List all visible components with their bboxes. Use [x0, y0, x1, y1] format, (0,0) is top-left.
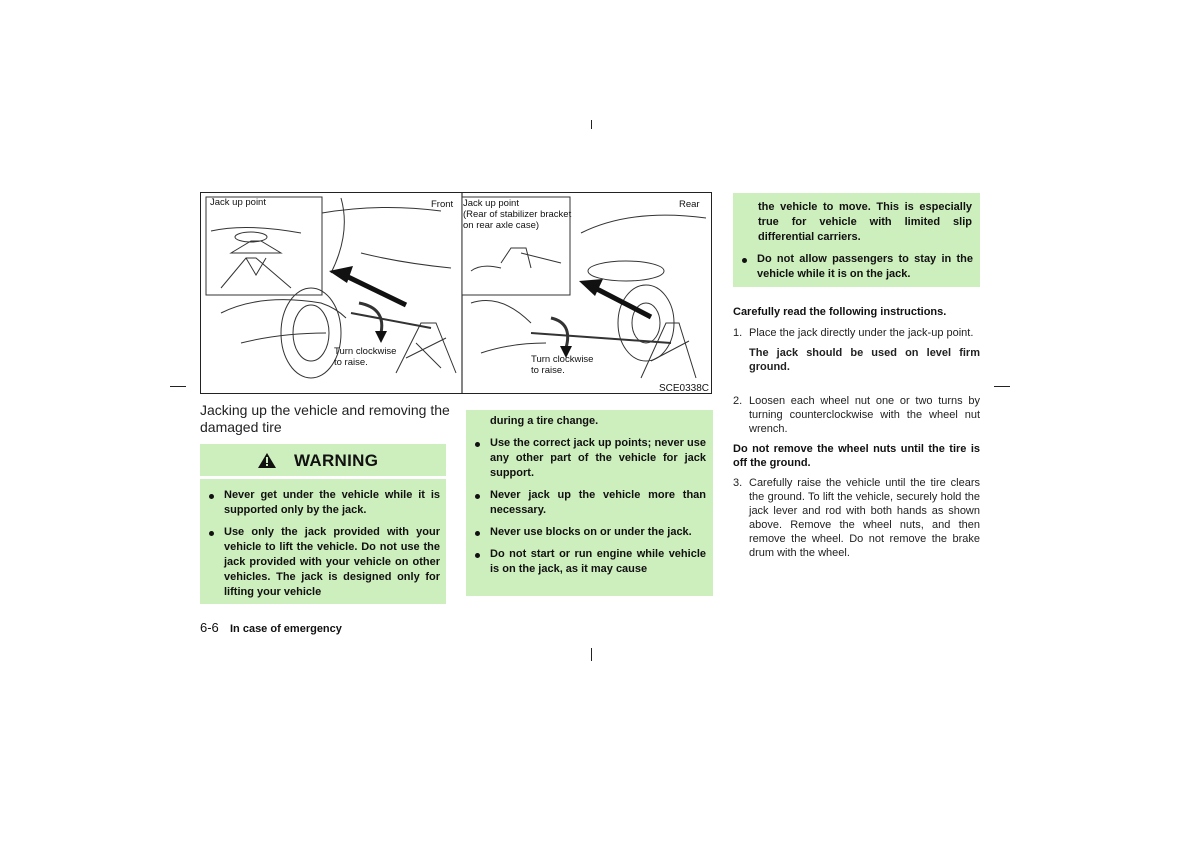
instruction-steps-3: [733, 476, 980, 560]
crop-mark-top: [591, 120, 592, 129]
step-2: [733, 394, 980, 436]
label-front: Front: [431, 199, 454, 210]
instruction-steps-2: [733, 394, 980, 436]
warning-continuation-col2: during a tire change.: [490, 415, 599, 427]
step-number: 1.: [733, 327, 743, 339]
caution-note: Do not remove the wheel nuts until the tire is off the ground.: [733, 443, 980, 469]
warning-item: Do not start or run engine while vehicle is on the jack, as it may cause: [466, 547, 706, 577]
warning-list-col2: [466, 436, 706, 584]
crop-mark-right: [994, 386, 1010, 387]
step-note: The jack should be used on level firm ground.: [749, 347, 980, 373]
step-text: Place the jack directly under the jack-up point.: [749, 327, 974, 339]
crop-mark-left: [170, 386, 186, 387]
page-number: 6-6: [200, 620, 219, 635]
label-turn-clockwise-rear: Turn clockwise to raise.: [531, 354, 594, 376]
warning-item: Do not allow passengers to stay in the vehicle while it is on the jack.: [733, 252, 973, 282]
instructions-intro: Carefully read the following instructions.: [733, 306, 947, 318]
step-text: Carefully raise the vehicle until the tire clears the ground. To lift the vehicle, securely hold the jack lever and rod with both hands as shown above. Remove the wheel nuts, and then remove the wheel. Do not remove the brake drum with the wheel.: [749, 477, 980, 559]
step-1: [733, 326, 980, 374]
warning-heading: WARNING: [294, 451, 379, 470]
footer-section-title: In case of emergency: [230, 623, 342, 635]
step-text: Loosen each wheel nut one or two turns by turning counterclockwise with the wheel nut wrench.: [749, 395, 980, 435]
instruction-steps-1: [733, 326, 980, 374]
step-3: [733, 476, 980, 560]
figure-code: SCE0338C: [659, 383, 710, 394]
warning-triangle-icon: [257, 452, 277, 469]
warning-item: Never use blocks on or under the jack.: [466, 525, 706, 540]
warning-list-col3: [733, 252, 973, 289]
label-jack-up-point-rear: Jack up point (Rear of stabilizer bracket on rear axle case): [463, 198, 572, 231]
warning-continuation-col3: the vehicle to move. This is especially true for vehicle with limited slip differential carriers.: [758, 201, 972, 243]
jacking-illustration: [200, 192, 712, 394]
warning-header: [200, 444, 446, 476]
jacking-drawing: [201, 193, 712, 394]
section-title: Jacking up the vehicle and removing the damaged tire: [200, 402, 450, 435]
crop-mark-bottom: [591, 648, 592, 661]
step-number: 3.: [733, 477, 743, 489]
step-number: 2.: [733, 395, 743, 407]
warning-item: Use only the jack provided with your vehicle to lift the vehicle. Do not use the jack provided with your vehicle on other vehicles. The jack is designed only for lifting your vehicle: [200, 525, 440, 600]
warning-item: Never get under the vehicle while it is supported only by the jack.: [200, 488, 440, 518]
warning-item: Use the correct jack up points; never use any other part of the vehicle for jack support.: [466, 436, 706, 481]
label-rear: Rear: [679, 199, 700, 210]
warning-list-col1: [200, 488, 440, 607]
label-turn-clockwise-front: Turn clockwise to raise.: [334, 346, 397, 368]
label-jack-up-point-front: Jack up point: [210, 197, 266, 208]
warning-item: Never jack up the vehicle more than necessary.: [466, 488, 706, 518]
